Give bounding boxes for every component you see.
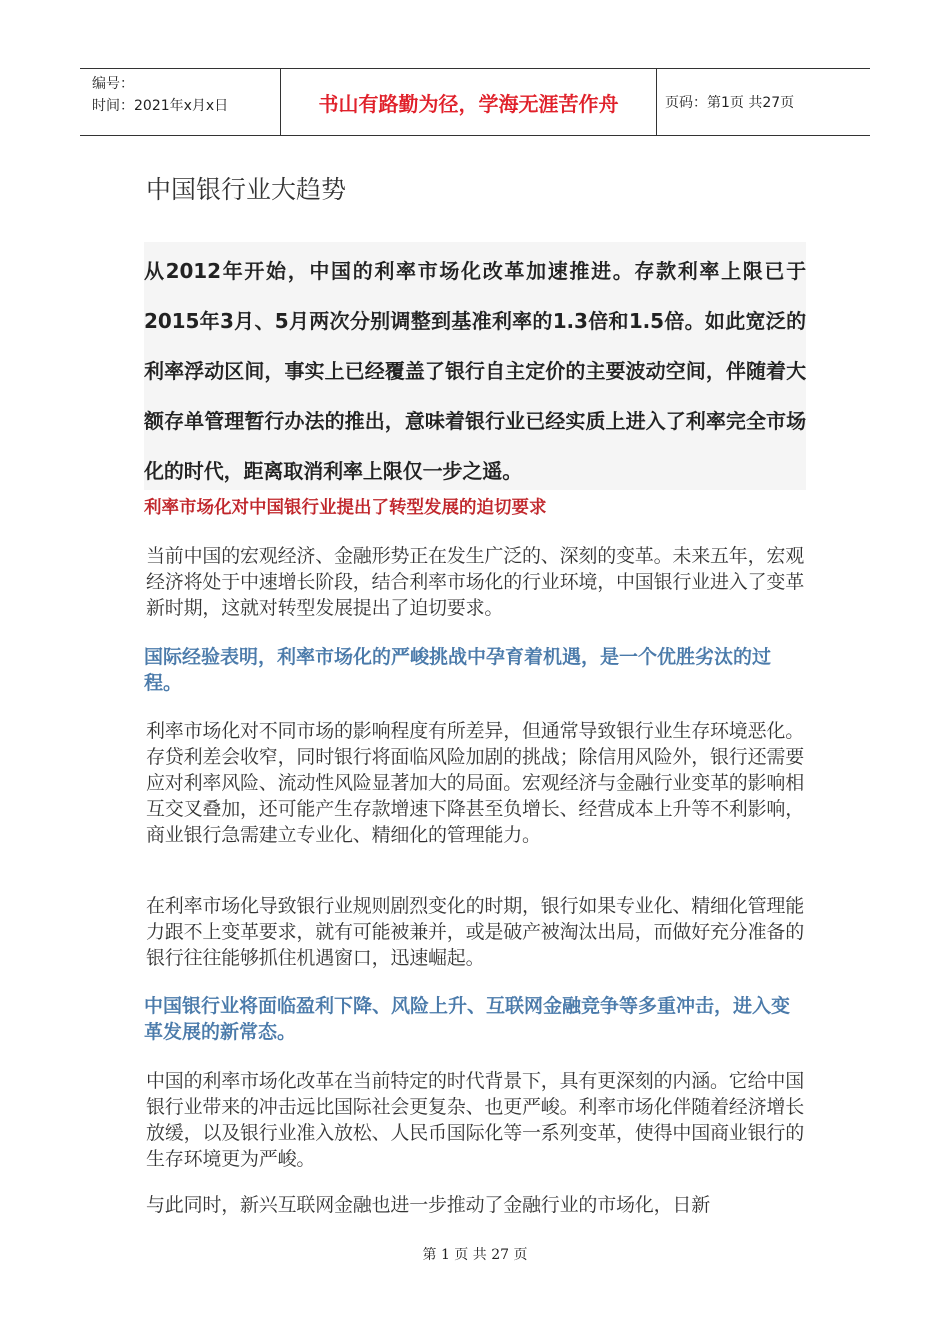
header-motto: 书山有路勤为径，学海无涯苦作舟 (281, 69, 657, 135)
paragraph-2: 利率市场化对不同市场的影响程度有所差异，但通常导致银行业生存环境恶化。存贷利差会收窄，同时银行将面临风险加剧的挑战；除信用风险外，银行还需要应对利率风险、流动性风险显著加大的局面。宏观经济与金融行业变革的影响相互交叉叠加，还可能产生存款增速下降甚至负增长、经营成本上升等不利影响，商业银行急需建立专业化、精细化的管理能力。 (146, 720, 805, 846)
lead-paragraph: 从2012年开始，中国的利率市场化改革加速推进。存款利率上限已于2015年3月、5月两次分别调整到基准利率的1.3倍和1.5倍。如此宽泛的利率浮动区间，事实上已经覆盖了银行自主定价的主要波动空间，伴随着大额存单管理暂行办法的推出，意味着银行业已经实质上进入了利率完全市场化的时代，距离取消利率上限仅一步之遥。 (144, 242, 806, 490)
paragraph-4: 中国的利率市场化改革在当前特定的时代背景下，具有更深刻的内涵。它给中国银行业带来的冲击远比国际社会更复杂、也更严峻。利率市场化伴随着经济增长放缓，以及银行业准入放松、人民币国际化等一系列变革，使得中国商业银行的生存环境更为严峻。 (146, 1070, 805, 1170)
header-table (80, 68, 870, 136)
number-label: 编号： (92, 76, 134, 92)
paragraph-3: 在利率市场化导致银行业规则剧烈变化的时期，银行如果专业化、精细化管理能力跟不上变革要求，就有可能被兼并，或是破产被淘汰出局，而做好充分准备的银行往往能够抓住机遇窗口，迅速崛起。 (146, 895, 805, 969)
document-title: 中国银行业大趋势 (146, 175, 347, 204)
page-footer: 第 1 页 共 27 页 (422, 1247, 528, 1263)
paragraph-1: 当前中国的宏观经济、金融形势正在发生广泛的、深刻的变革。未来五年，宏观经济将处于中速增长阶段，结合利率市场化的行业环境，中国银行业进入了变革新时期，这就对转型发展提出了迫切要求。 (146, 545, 805, 619)
paragraph-5: 与此同时，新兴互联网金融也进一步推动了金融行业的市场化，日新 (146, 1194, 711, 1216)
time-label: 时间：2021年x月x日 (92, 98, 229, 114)
subheading-international-experience: 国际经验表明，利率市场化的严峻挑战中孕育着机遇，是一个优胜劣汰的过程。 (144, 646, 772, 694)
section-heading-red: 利率市场化对中国银行业提出了转型发展的迫切要求 (144, 498, 547, 518)
header-page-info: 页码：第1页 共27页 (665, 95, 795, 111)
subheading-new-normal: 中国银行业将面临盈利下降、风险上升、互联网金融竞争等多重冲击，进入变革发展的新常态。 (144, 995, 791, 1043)
header-meta (80, 69, 281, 135)
